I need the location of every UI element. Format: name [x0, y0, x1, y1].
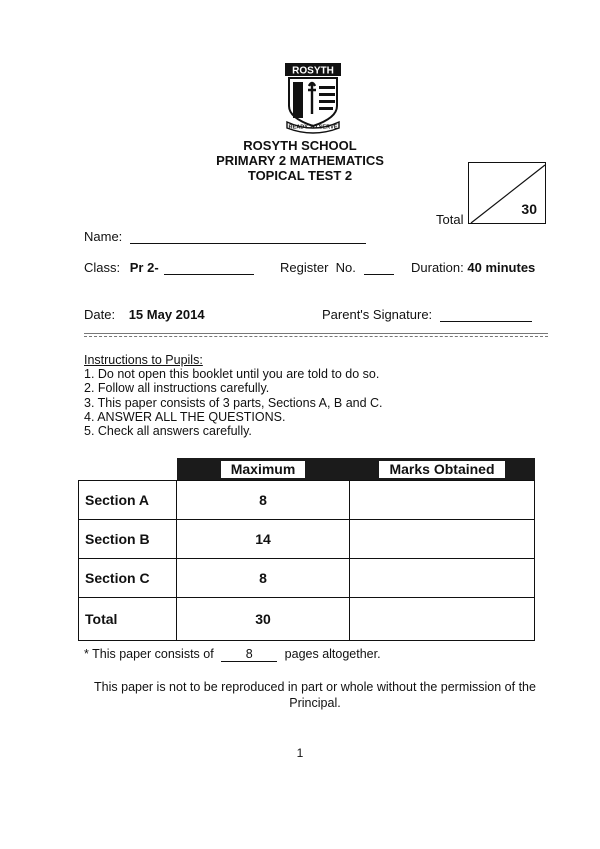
table-row [79, 598, 535, 641]
crest-banner-text: ROSYTH [292, 65, 334, 77]
duration-row [411, 260, 535, 275]
pages-note-prefix: * This paper consists of [84, 647, 214, 661]
marks-obtained-cell[interactable] [350, 520, 535, 559]
section-label: Section B [79, 520, 177, 559]
marks-obtained-cell[interactable] [350, 481, 535, 520]
name-label: Name: [84, 229, 123, 244]
table-row [79, 520, 535, 559]
name-field[interactable] [130, 231, 366, 244]
divider-rule-bottom [84, 336, 548, 337]
signature-row [322, 307, 532, 322]
max-mark: 8 [177, 559, 350, 598]
class-label: Class: [84, 260, 121, 275]
table-row [79, 559, 535, 598]
duration-label: Duration: [411, 260, 464, 275]
register-number-field[interactable] [364, 262, 394, 275]
instruction-item: 4. ANSWER ALL THE QUESTIONS. [84, 409, 286, 424]
class-value: Pr 2- [129, 260, 159, 275]
class-row [84, 260, 254, 275]
marks-table-header [79, 458, 535, 481]
date-label: Date: [84, 307, 116, 322]
max-mark: 8 [177, 481, 350, 520]
school-crest-logo [281, 62, 345, 134]
max-mark: 30 [177, 598, 350, 641]
table-row [79, 481, 535, 520]
parent-signature-field[interactable] [440, 309, 532, 322]
divider-rule-top [84, 333, 548, 334]
section-label: Section A [79, 481, 177, 520]
section-label: Total [79, 598, 177, 641]
duration-value: 40 minutes [467, 260, 536, 275]
header-maximum: Maximum [177, 458, 350, 481]
page-number: 1 [296, 746, 304, 760]
date-row [84, 307, 205, 322]
pages-note [84, 647, 381, 662]
pages-note-suffix: pages altogether. [284, 647, 381, 661]
school-name: ROSYTH SCHOOL [243, 138, 357, 153]
header-marks-obtained: Marks Obtained [350, 458, 535, 481]
crest-motto-text: READY TO SERVE [288, 124, 338, 131]
class-field[interactable] [164, 262, 254, 275]
section-label: Section C [79, 559, 177, 598]
instructions-title: Instructions to Pupils: [84, 353, 203, 367]
instruction-item: 5. Check all answers carefully. [84, 424, 252, 439]
instruction-item: 3. This paper consists of 3 parts, Sections A, B and C. [84, 395, 383, 410]
copyright-notice: This paper is not to be reproduced in part or whole without the permission of the Principal. [94, 680, 536, 710]
name-row [84, 229, 366, 244]
instruction-item: 1. Do not open this booklet until you are told to do so. [84, 367, 380, 382]
marks-obtained-cell[interactable] [350, 598, 535, 641]
total-label: Total [436, 212, 464, 227]
total-max-score: 30 [521, 201, 537, 217]
instructions-block [84, 353, 383, 438]
subject-title: PRIMARY 2 MATHEMATICS [216, 153, 384, 168]
marks-table [78, 458, 535, 641]
test-title: TOPICAL TEST 2 [247, 168, 353, 183]
date-value: 15 May 2014 [128, 307, 205, 322]
register-row [280, 260, 394, 275]
register-label: Register No. [280, 260, 356, 275]
marks-obtained-cell[interactable] [350, 559, 535, 598]
header-blank-cell [79, 458, 177, 481]
instruction-item: 2. Follow all instructions carefully. [84, 381, 270, 396]
signature-label: Parent's Signature: [322, 307, 433, 322]
pages-count: 8 [221, 647, 277, 662]
max-mark: 14 [177, 520, 350, 559]
total-score-box [468, 162, 546, 224]
